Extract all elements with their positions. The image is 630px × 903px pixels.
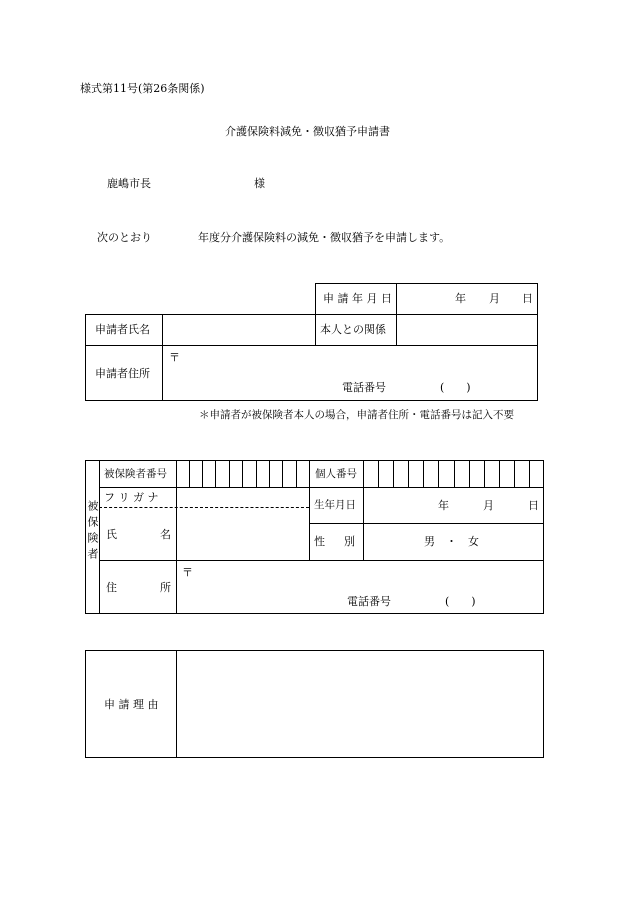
birth-year: 年 (438, 499, 449, 512)
birth-month: 月 (483, 499, 494, 512)
application-date-day: 日 (522, 292, 533, 305)
personal-number-label: 個人番号 (315, 468, 357, 480)
applicant-address-label: 申請者住所 (95, 367, 150, 380)
form-number: 様式第11号(第26条関係) (80, 82, 205, 95)
sex-label-2: 別 (344, 535, 355, 548)
sex-options: 男 ・ 女 (424, 535, 479, 548)
birth-date-label: 生年月日 (314, 499, 356, 511)
insured-address-label-1: 住 (106, 581, 117, 594)
applicant-postal-mark: 〒 (169, 351, 180, 364)
applicant-phone-parens: ( ) (440, 381, 471, 394)
insured-postal-mark: 〒 (182, 566, 193, 579)
relation-label: 本人との関係 (320, 323, 386, 336)
application-date-label: 申 請 年 月 日 (323, 292, 392, 305)
applicant-name-label: 申請者氏名 (95, 323, 150, 336)
reason-label: 申 請 理 由 (104, 698, 159, 711)
insured-name-label-1: 氏 (106, 528, 117, 541)
insured-address-label-2: 所 (160, 581, 171, 594)
statement-prefix: 次のとおり (97, 231, 152, 244)
applicant-note: ＊申請者が被保険者本人の場合，申請者住所・電話番号は記入不要 (199, 409, 514, 421)
addressee-sama: 様 (254, 177, 265, 190)
application-date-month: 月 (489, 292, 500, 305)
insured-number-label: 被保険者番号 (104, 468, 167, 480)
furigana-label: フ リ ガ ナ (104, 491, 159, 504)
insured-name-label-2: 名 (160, 528, 171, 541)
insured-side-label: 被保険者 (86, 500, 99, 564)
sex-label-1: 性 (314, 535, 325, 548)
insured-phone-parens: ( ) (445, 595, 476, 608)
application-date-year: 年 (455, 292, 466, 305)
statement-body: 年度分介護保険料の減免・徴収猶予を申請します。 (198, 231, 451, 244)
addressee-mayor: 鹿嶋市長 (107, 177, 151, 190)
insured-phone-label: 電話番号 (347, 595, 391, 608)
birth-day: 日 (528, 499, 539, 512)
applicant-phone-label: 電話番号 (342, 381, 386, 394)
document-title: 介護保険料減免・徴収猶予申請書 (225, 125, 390, 138)
